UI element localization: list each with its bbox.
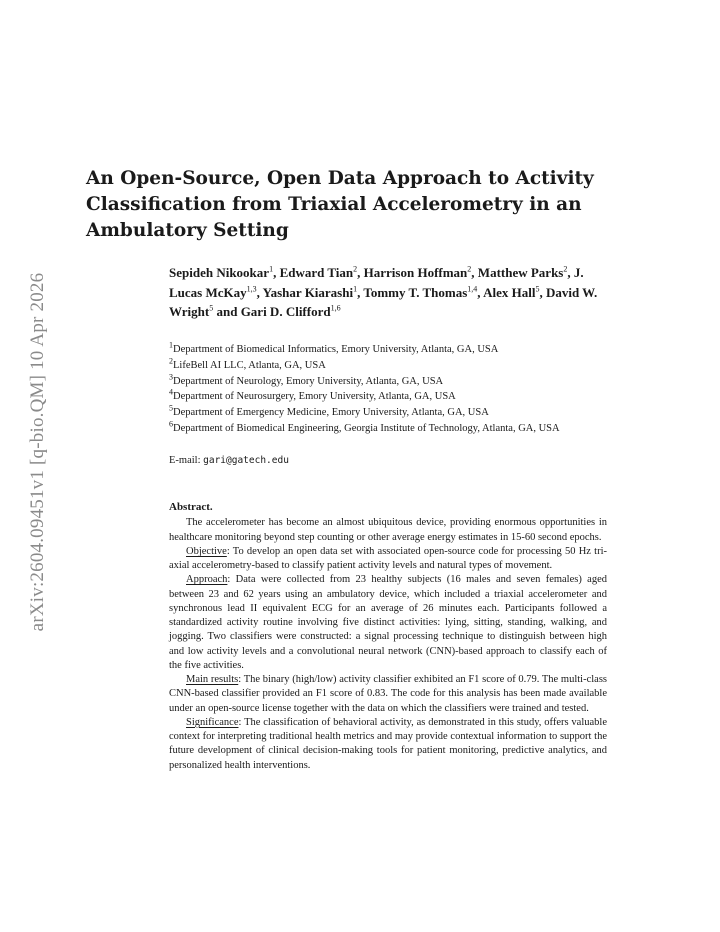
author-name: Matthew Parks [477,265,564,280]
affiliation-text: LifeBell AI LLC, Atlanta, GA, USA [173,359,326,371]
affiliation-number: 3 [169,372,173,382]
section-label: Main results [186,674,239,685]
author-name: Yashar Kiarashi [262,284,354,300]
abstract-intro: The accelerometer has become an almost ubiquitous device, providing enormous opportunities in healthcare monitoring beyond step counting or other average energy estimates in 15-60 second epochs. [169,517,607,543]
affiliation-text: Department of Biomedical Informatics, Emory University, Atlanta, GA, USA [173,344,499,355]
affiliation-text: Department of Emergency Medicine, Emory University, Atlanta, GA, USA [173,407,489,419]
section-label: Objective [186,545,227,557]
abstract-section [169,500,607,773]
author-list: Sepideh Nikookar$^1$, Edward Tian$^2$, Harrison Hoffman$^2$, Matthew Parks$^2$, J. Lucas McKay$^{1,3}$, Yashar Kiarashi$^1$, Tommy T. Thomas$^{1,4}$, Alex Hall$^5$, David W. Wright$^5$ and Gari D. Clifford$^{1,6}$ [169,264,598,319]
affiliation-item [169,405,609,421]
author-affiliation-mark: 2 [353,264,358,274]
affiliation-item [169,358,609,374]
author-name: J. Lucas McKay [169,265,584,300]
section-text: The binary (high/low) activity classifier exhibited an F1 score of 0.79. The multi-class CNN-based classifier provided an F1 score of 0.83. The code for this analysis has been made available under an open-source license together with the data on which the classifiers were trained and tested. [169,674,607,714]
author-name: David W. Wright [169,284,598,319]
author-affiliation-mark: 5 [209,303,214,313]
section-text: To develop an open data set with associated open-source code for processing 50 Hz tri-axial accelerometry-based to classify patient activity levels and natural types of movement. [169,545,607,571]
arxiv-identifier: arXiv:2604.09451v1 [q-bio.QM] 10 Apr 2026 [27,272,48,632]
author-name: Edward Tian [279,265,354,280]
abstract-heading: Abstract. [169,501,213,513]
affiliation-item [169,421,609,437]
author-affiliation-mark: 1,6 [330,303,341,313]
author-affiliation-mark: 2 [467,264,472,274]
affiliation-number: 6 [169,419,173,429]
author-affiliation-mark: 2 [563,264,568,274]
affiliation-number: 2 [169,356,173,366]
section-text: The classification of behavioral activity, as demonstrated in this study, offers valuable context for interpreting traditional health metrics and may provide contextual information to support the future development of clinical decision-making tools for patient monitoring, predictive analytics, and personalized health interventions. [169,716,607,771]
abstract-paragraph: Main results: The binary (high/low) activity classifier exhibited an F1 score of 0.79. The multi-class CNN-based classifier provided an F1 score of 0.83. The code for this analysis has been made available under an open-source license together with the data on which the classifiers were trained and tested. [169,674,607,714]
affiliation-number: 5 [169,403,173,413]
abstract-paragraph: Significance: The classification of behavioral activity, as demonstrated in this study, offers valuable context for interpreting traditional health metrics and may provide contextual information to support the future development of clinical decision-making tools for patient monitoring, predictive analytics, and personalized health interventions. [169,716,607,771]
author-conjunction: and [216,304,238,319]
abstract-paragraph: Objective: To develop an open data set with associated open-source code for processing 50 Hz tri-axial accelerometry-based to classify patient activity levels and natural types of movement. [169,545,607,571]
affiliation-text: Department of Biomedical Engineering, Georgia Institute of Technology, Atlanta, GA, USA [173,422,560,434]
author-name: Tommy T. Thomas [363,284,468,300]
author-affiliation-mark: 1,3 [246,284,257,294]
affiliation-list [169,342,609,437]
affiliation-item [169,389,609,405]
affiliation-item [169,374,609,390]
paper-title: An Open-Source, Open Data Approach to Activity Classification from Triaxial Accelerometry in an Ambulatory Setting [86,168,594,241]
author-name: Sepideh Nikookar [169,265,270,280]
email-label: E-mail: [169,455,201,466]
email-line [169,455,289,466]
affiliation-item [169,342,609,358]
author-affiliation-mark: 5 [535,284,540,294]
author-name: Alex Hall [483,284,536,300]
email-address-link[interactable]: gari@gatech.edu [203,455,289,466]
affiliation-text: Department of Neurosurgery, Emory University, Atlanta, GA, USA [173,391,456,403]
section-label: Significance [186,716,239,728]
author-affiliation-mark: 1 [269,264,274,274]
author-affiliation-mark: 1 [353,284,358,294]
author-affiliation-mark: 1,4 [467,284,478,294]
section-label: Approach [186,574,228,586]
author-name: Harrison Hoffman [363,265,468,280]
author-name: Gari D. Clifford [240,304,331,319]
affiliation-number: 1 [169,340,173,350]
abstract-paragraph: Approach: Data were collected from 23 healthy subjects (16 males and seven females) aged between 23 and 62 years using an ambulatory device, which included a triaxial accelerometer and synchronous lead II equivalent ECG for an average of 26 minutes each. Participants followed a standardized activity routine involving five distinct activities: lying, sitting, standing, walking, and jogging. Two classifiers were constructed: a signal processing technique to distinguish between high and low activity levels and a convolutional neural network (CNN)-based approach to classify each of the five activities. [169,574,608,671]
affiliation-text: Department of Neurology, Emory University, Atlanta, GA, USA [173,375,444,387]
section-text: Data were collected from 23 healthy subjects (16 males and seven females) aged between 23 and 62 years using an ambulatory device, which included a triaxial accelerometer and synchronous lead II equivalent ECG for an average of 26 minutes each. Participants followed a standardized activity routine involving five distinct activities: lying, sitting, standing, walking, and jogging. Two classifiers were constructed: a signal processing technique to distinguish between high and low activity levels and a convolutional neural network (CNN)-based approach to classify each of the five activities. [169,574,608,671]
affiliation-number: 4 [169,387,173,397]
